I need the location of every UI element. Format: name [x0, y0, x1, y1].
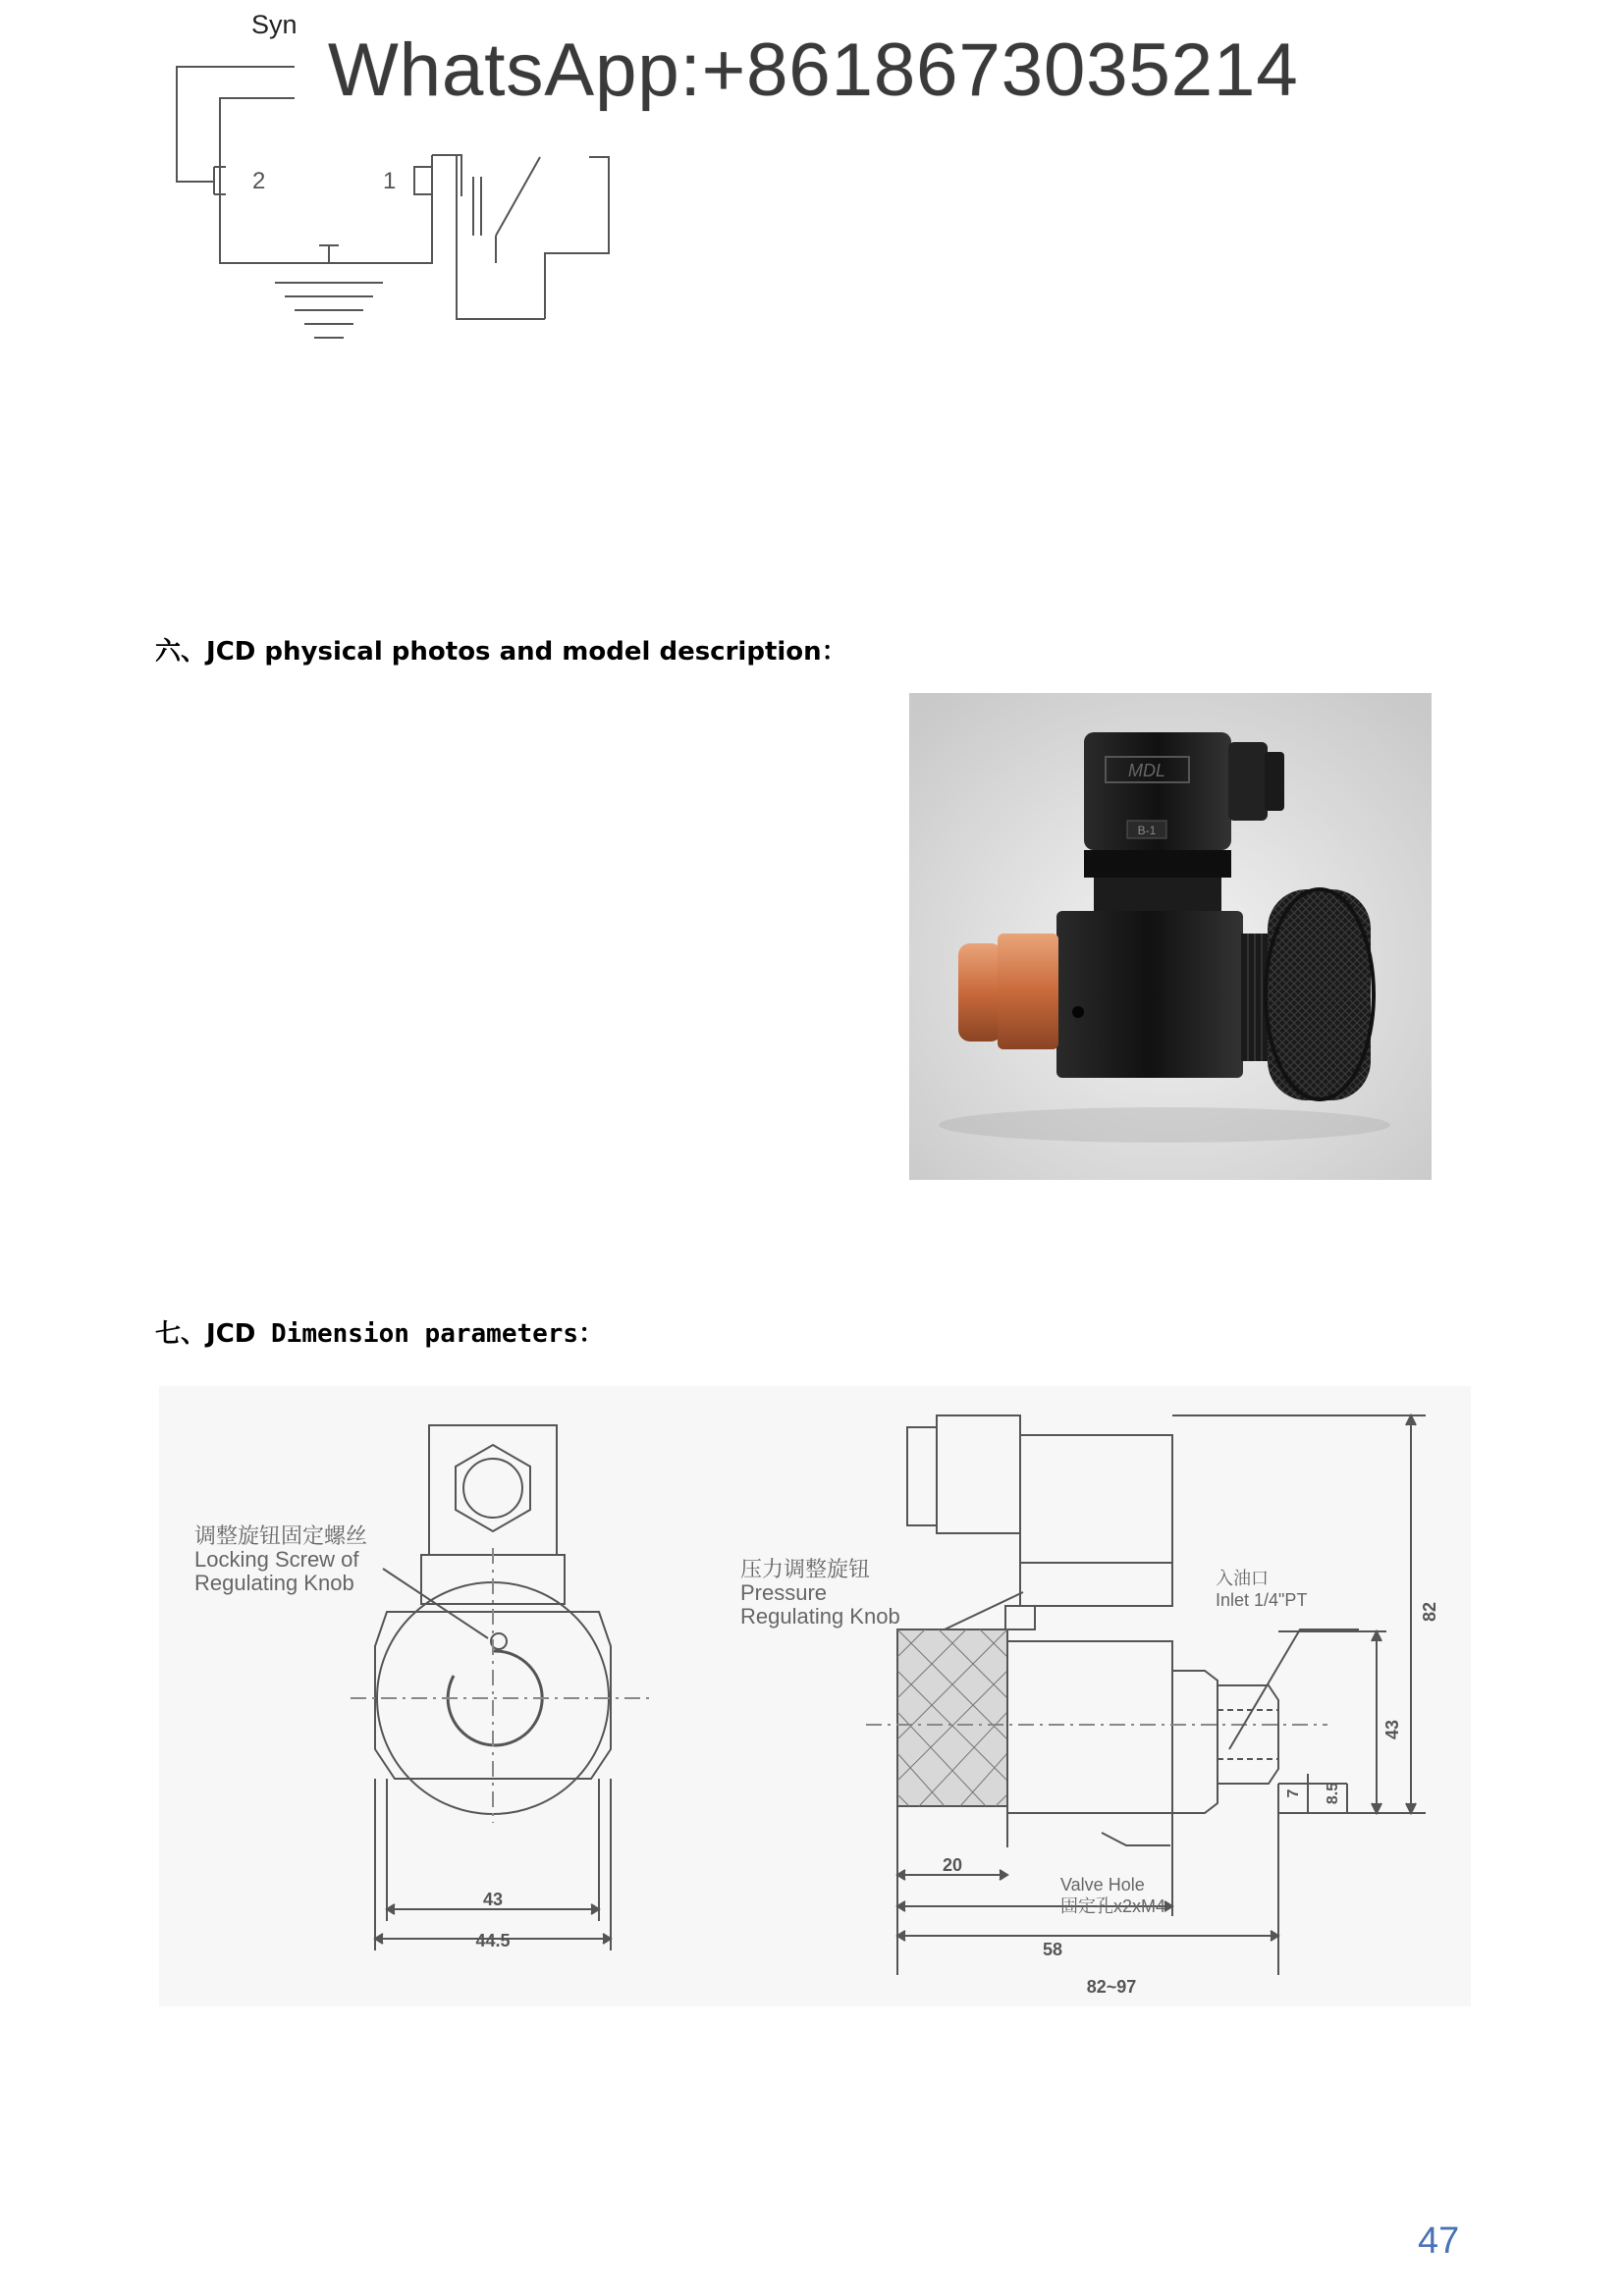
- connector-brand: MDL: [1127, 761, 1166, 780]
- valve-hole-cn: 固定孔x2xM4: [1060, 1896, 1166, 1916]
- pressure-knob-en-2: Regulating Knob: [740, 1604, 900, 1629]
- whatsapp-watermark: WhatsApp:+8618673035214: [328, 28, 1299, 112]
- terminal-1-label: 1: [383, 168, 397, 194]
- section-7-title: Dimension parameters：: [255, 1319, 605, 1349]
- section-7-lead: JCD: [206, 1319, 256, 1349]
- section-6-heading: [155, 631, 847, 667]
- section-7-prefix: 七、: [155, 1319, 207, 1349]
- product-photo: [909, 693, 1432, 1180]
- dim-43-side: 43: [1382, 1719, 1402, 1740]
- locking-screw-en-1: Locking Screw of: [194, 1547, 359, 1572]
- inlet-en: Inlet 1/4"PT: [1216, 1590, 1308, 1610]
- valve-hole-en: Valve Hole: [1060, 1875, 1145, 1895]
- connector-label: B-1: [1137, 824, 1157, 837]
- section-6-prefix: 六、: [155, 637, 207, 667]
- locking-screw-cn: 调整旋钮固定螺丝: [194, 1523, 368, 1548]
- pressure-knob-cn: 压力调整旋钮: [740, 1557, 871, 1581]
- dim-82-side: 82: [1420, 1601, 1439, 1623]
- symbol-label: Syn: [251, 10, 298, 39]
- pressure-knob-en-1: Pressure: [740, 1580, 828, 1605]
- terminal-2-label: 2: [252, 168, 266, 194]
- dim-58: 58: [1042, 1940, 1063, 1959]
- dim-43-front: 43: [482, 1890, 504, 1909]
- dim-82-97: 82~97: [1086, 1977, 1137, 1997]
- dim-44-5: 44.5: [475, 1931, 511, 1950]
- dim-7: 7: [1285, 1789, 1302, 1798]
- dimension-drawing: [159, 1386, 1471, 2006]
- page-number: 47: [1418, 2220, 1460, 2262]
- locking-screw-en-2: Regulating Knob: [194, 1571, 354, 1595]
- section-6-title: JCD physical photos and model description：: [206, 637, 847, 667]
- section-7-heading: [155, 1313, 604, 1350]
- dim-20: 20: [942, 1855, 963, 1875]
- dim-8-5: 8.5: [1325, 1782, 1341, 1805]
- inlet-cn: 入油口: [1216, 1569, 1269, 1588]
